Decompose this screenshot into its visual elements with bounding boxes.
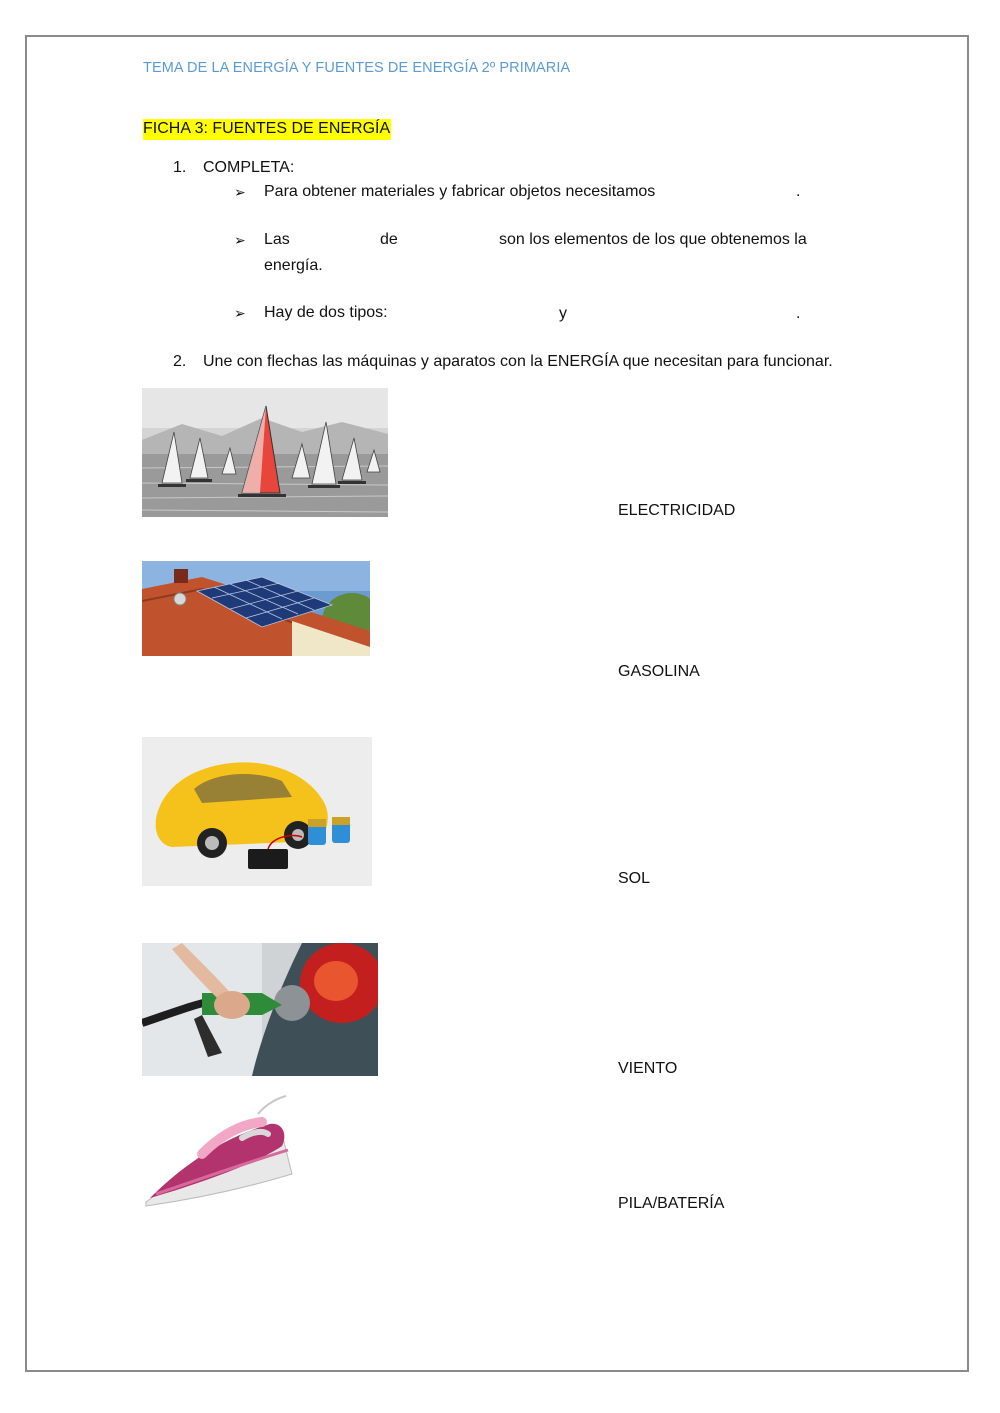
exercise1-instruction: COMPLETA:	[203, 159, 295, 176]
exercise1-line1-text: Para obtener materiales y fabricar objetos necesitamos	[264, 183, 656, 200]
bullet-arrow-icon: ➢	[234, 184, 246, 200]
exercise1-line1-end: .	[796, 183, 801, 200]
page-header: TEMA DE LA ENERGÍA Y FUENTES DE ENERGÍA 2º PRIMARIA	[143, 60, 571, 76]
steam-iron-photo[interactable]	[142, 1094, 298, 1211]
exercise1-line2-las: Las	[264, 231, 290, 248]
exercise1-line2-rest: son los elementos de los que obtenemos la	[499, 231, 807, 248]
energy-label-gasolina: GASOLINA	[618, 663, 700, 680]
solar-panels-roof-photo[interactable]	[142, 561, 370, 656]
exercise1-line3-text: Hay de dos tipos:	[264, 304, 388, 321]
sailboats-photo[interactable]	[142, 388, 388, 517]
exercise1-line2-de: de	[380, 231, 398, 248]
energy-label-sol: SOL	[618, 870, 651, 887]
exercise1-line3-end: .	[796, 305, 801, 322]
bullet-arrow-icon: ➢	[234, 232, 246, 248]
bullet-arrow-icon: ➢	[234, 305, 246, 321]
energy-label-electricidad: ELECTRICIDAD	[618, 502, 736, 519]
exercise1-line3-y: y	[559, 305, 567, 322]
fuel-pump-photo[interactable]	[142, 943, 378, 1076]
exercise1-number: 1.	[173, 159, 187, 176]
exercise1-line2-energia: energía.	[264, 257, 323, 274]
exercise2-instruction: Une con flechas las máquinas y aparatos con la ENERGÍA que necesitan para funcionar.	[203, 353, 833, 370]
exercise2-number: 2.	[173, 353, 187, 370]
energy-label-viento: VIENTO	[618, 1060, 678, 1077]
energy-label-pila-bateria: PILA/BATERÍA	[618, 1195, 725, 1212]
toy-car-battery-photo[interactable]	[142, 737, 372, 886]
ficha-title: FICHA 3: FUENTES DE ENERGÍA	[143, 119, 391, 140]
